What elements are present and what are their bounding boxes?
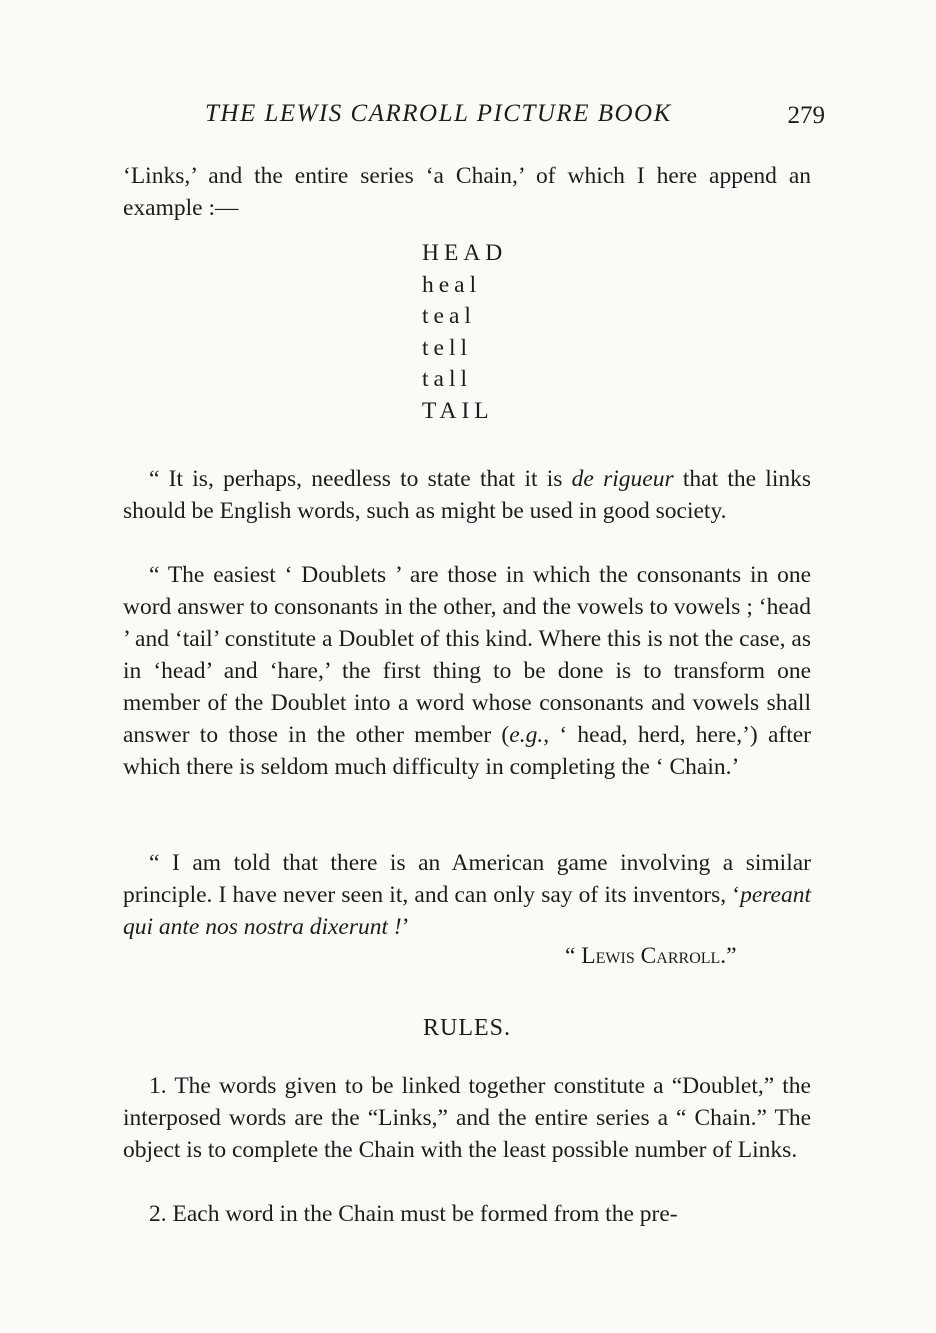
rules-heading: RULES. <box>422 1015 511 1041</box>
paragraph-easiest-doublets <box>123 559 811 783</box>
chain-word: tell <box>422 334 473 361</box>
paragraph-de-rigueur <box>123 463 811 527</box>
chain-word: HEAD <box>422 240 508 266</box>
word-chain <box>422 238 507 427</box>
chain-word: teal <box>422 303 476 329</box>
rule-2: 2. Each word in the Chain must be formed from the pre- <box>149 1201 678 1227</box>
header-title: THE LEWIS CARROLL PICTURE BOOK <box>205 100 672 127</box>
text-run: “ It is, perhaps, needless to state that it is <box>149 466 572 492</box>
text-run: “ I am told that there is an American game involving a similar principle. I have never seen it, and can only say of its inventors, ‘ <box>123 850 811 908</box>
signature: “ Lewis Carroll.” <box>565 943 737 969</box>
chain-word: TAIL <box>422 397 494 424</box>
text-run: , ‘ head, herd, here,’) after which there is seldom much difficulty in completing the ‘ Chain.’ <box>123 722 812 780</box>
running-header <box>205 100 825 128</box>
italic-abbrev: e.g. <box>509 722 544 748</box>
page-number: 279 <box>787 102 825 129</box>
rule-1: 1. The words given to be linked together constitute a “Doublet,” the interposed words are the “Links,” and the entire series a “ Chain.” The object is to complete the Chain with the least possible number of Links. <box>123 1073 811 1163</box>
paragraph-american-game <box>123 847 811 943</box>
chain-word: tall <box>422 366 473 392</box>
latin-quote: pereant qui ante nos nostra dixerunt ! <box>123 882 811 940</box>
text-run: ’ <box>401 914 410 940</box>
italic-phrase: de rigueur <box>571 466 674 492</box>
intro-paragraph: ‘Links,’ and the entire series ‘a Chain,’ of which I here append an example :— <box>123 163 811 221</box>
text-run: “ The easiest ‘ Doublets ’ are those in which the consonants in one word answer to consonants in the other, and the vowels to vowels ; ‘head ’ and ‘tail’ constitute a Doublet of this kind. Where this is not the case, as in ‘head’ and ‘hare,’ the first thing to be done is to transform one member of the Doublet into a word whose consonants and vowels shall answer to those in the other member ( <box>123 562 811 748</box>
chain-word: heal <box>422 271 482 298</box>
text-run: that the links should be English words, such as might be used in good society. <box>123 466 811 524</box>
